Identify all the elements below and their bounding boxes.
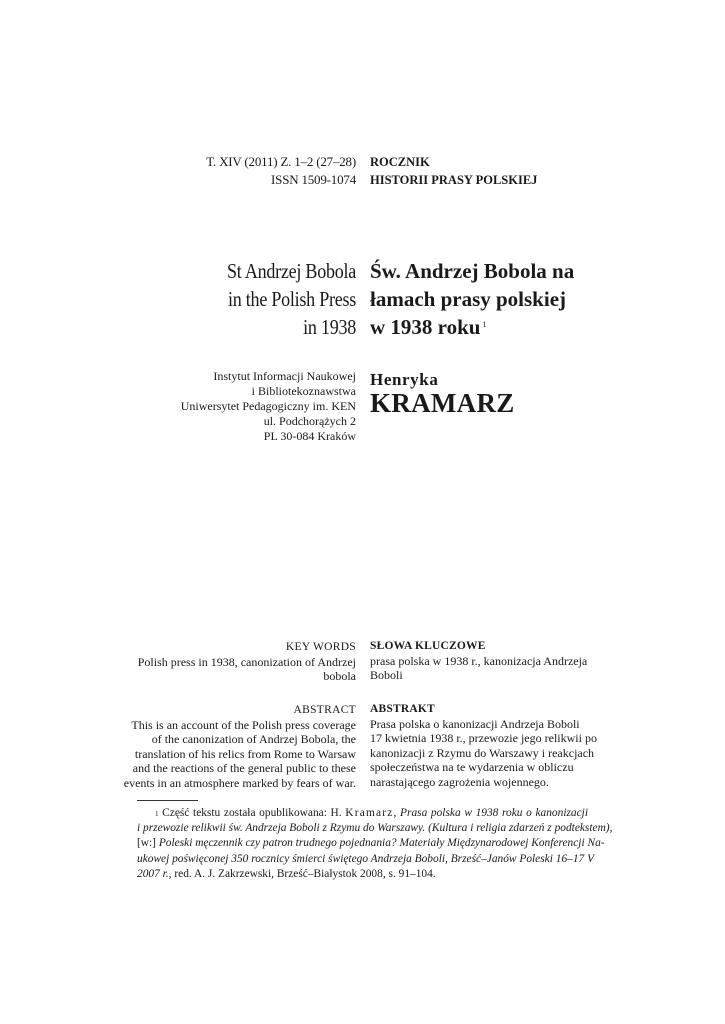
affiliation-line: Uniwersytet Pedagogiczny im. KEN [180, 399, 356, 413]
footnote [137, 806, 613, 882]
affiliation-line: Instytut Informacji Naukowej [213, 369, 356, 383]
keywords-en-line: Polish press in 1938, canonization of Andrzej [137, 654, 356, 669]
footnote-text: [w:] [137, 837, 159, 850]
abstract-pl-heading: ABSTRAKT [370, 703, 435, 715]
keywords-pl [370, 639, 610, 683]
abstract-pl-line: 17 kwietnia 1938 r., przewozie jego relikwii po [370, 731, 597, 745]
english-title-line1: St Andrzej Bobola [226, 259, 356, 283]
journal-name-line1: ROCZNIK [370, 155, 430, 169]
english-title-line2: in the Polish Press [227, 287, 356, 311]
journal-volume-info [206, 153, 356, 189]
keywords-pl-line: prasa polska w 1938 r., kanonizacja Andrzeja [370, 653, 588, 668]
abstract-en-heading: ABSTRACT [293, 704, 356, 716]
footnote-number: 1 [155, 810, 159, 818]
keywords-pl-heading: SŁOWA KLUCZOWE [370, 640, 486, 652]
volume-line: T. XIV (2011) Z. 1–2 (27–28) [206, 154, 356, 169]
footnote-cited-title: 2007 r. [137, 867, 169, 880]
journal-name-line2: HISTORII PRASY POLSKIEJ [370, 173, 538, 187]
polish-title-line2: łamach prasy polskiej [370, 287, 567, 311]
footnote-line [137, 836, 605, 851]
abstract-pl-line: Prasa polska o kanonizacji Andrzeja Boboli [370, 716, 580, 731]
abstract-en-line: This is an account of the Polish press coverage [131, 717, 356, 732]
footnote-line [137, 852, 595, 867]
footnote-text: Część tekstu została opublikowana: H. [162, 807, 346, 819]
footnote-line [137, 806, 588, 821]
footnote-text: , [393, 807, 401, 819]
journal-name [370, 153, 537, 189]
abstract-pl [370, 702, 597, 789]
footnote-cited-title: ukowej poświęconej 350 rocznicy śmierci świętego Andrzeja Boboli, Brześć–Janów Poleski 16–17 V [137, 852, 595, 865]
abstract-en-line: and the reactions of the general public to these [132, 761, 356, 775]
abstract-pl-line: kanonizacji z Rzymu do Warszawy i reakcjach [370, 745, 595, 760]
issn-line: ISSN 1509-1074 [271, 172, 356, 187]
footnote-author: Kramarz [345, 807, 394, 819]
title-footnote-mark[interactable]: 1 [482, 320, 487, 329]
polish-title-line1: Św. Andrzej Bobola na [370, 259, 575, 283]
footnote-cited-title: i przewozie relikwii św. Andrzeja Boboli z Rzymu do Warszawy. (Kultura i religia zdarzeń z podtekstem) [137, 822, 610, 835]
keywords-en [138, 640, 356, 684]
footnote-cited-title: Poleski męczennik czy patron trudnego pojednania? Materiały Międzynarodowej Konferencji Na- [158, 837, 605, 850]
author-first-name: Henryka [370, 370, 439, 389]
abstract-en-line: translation of his relics from Rome to Warsaw [134, 746, 356, 761]
affiliation-line: PL 30-084 Kraków [263, 429, 356, 443]
abstract-en-line: events in an atmosphere marked by fears of war. [123, 775, 356, 790]
affiliation-line: i Bibliotekoznawstwa [251, 384, 356, 398]
keywords-en-line: bobola [323, 669, 356, 683]
abstract-en [124, 703, 356, 790]
abstract-pl-line: społeczeństwa na te wydarzenia w obliczu [370, 760, 574, 774]
footnote-rule [137, 800, 198, 801]
english-title [227, 257, 356, 341]
english-title-line3: in 1938 [303, 315, 356, 339]
author-affiliation [181, 369, 356, 444]
author-last-name: KRAMARZ [370, 388, 515, 418]
keywords-en-heading: KEY WORDS [285, 641, 356, 653]
abstract-pl-line: narastającego zagrożenia wojennego. [370, 774, 549, 789]
footnote-text: , [609, 822, 613, 835]
footnote-line [137, 821, 613, 836]
abstract-en-line: of the canonization of Andrzej Bobola, the [151, 732, 356, 746]
affiliation-line: ul. Podchorążych 2 [263, 414, 356, 428]
polish-title-line3: w 1938 roku [370, 315, 481, 339]
polish-title [370, 257, 574, 341]
footnote-line [137, 867, 588, 882]
footnote-text: , red. A. J. Zakrzewski, Brześć–Białystok 2008, s. 91–104. [168, 867, 436, 880]
keywords-pl-line: Boboli [370, 668, 403, 682]
footnote-cited-title: Prasa polska w 1938 roku o kanonizacji [400, 807, 588, 819]
